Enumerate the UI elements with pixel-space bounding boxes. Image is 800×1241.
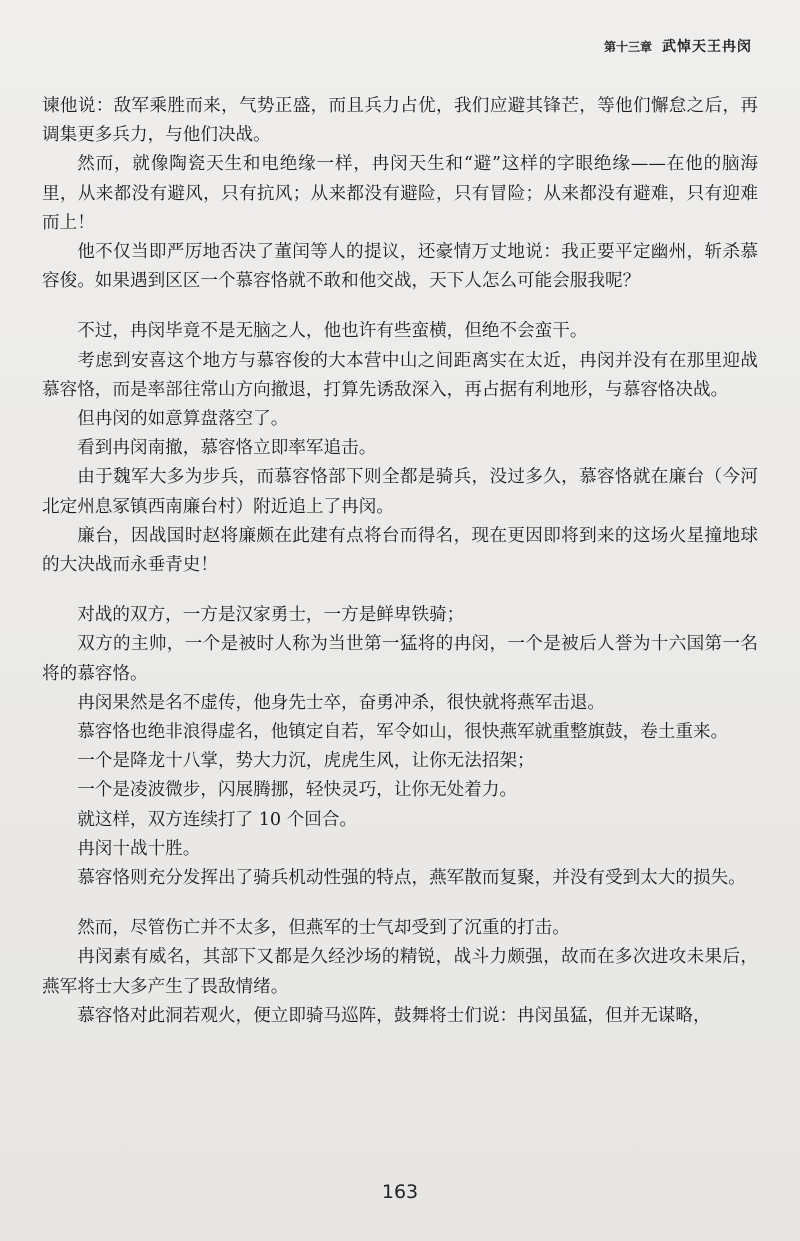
paragraph: 由于魏军大多为步兵，而慕容恪部下则全都是骑兵，没过多久，慕容恪就在廉台（今河北定州息冢镇西南廉台村）附近追上了冉闵。: [42, 467, 758, 517]
paragraph: 双方的主帅，一个是被时人称为当世第一猛将的冉闵，一个是被后人誉为十六国第一名将的慕容恪。: [42, 634, 758, 684]
paragraph: 但冉闵的如意算盘落空了。: [77, 409, 289, 430]
paragraph: 慕容恪也绝非浪得虚名，他镇定自若，军令如山，很快燕军就重整旗鼓，卷土重来。: [77, 722, 729, 743]
paragraph: 不过，冉闵毕竟不是无脑之人，他也许有些蛮横，但绝不会蛮干。: [77, 321, 588, 342]
paragraph: 他不仅当即严厉地否决了董闰等人的提议，还豪情万丈地说：我正要平定幽州，斩杀慕容俊。如果遇到区区一个慕容恪就不敢和他交战，天下人怎么可能会服我呢？: [42, 242, 758, 292]
paragraph: 对战的双方，一方是汉家勇士，一方是鲜卑铁骑；: [77, 605, 465, 626]
paragraph: 冉闵素有威名，其部下又都是久经沙场的精锐，战斗力颇强，故而在多次进攻未果后，燕军将士大多产生了畏敌情绪。: [42, 947, 758, 997]
paragraph: 慕容恪对此洞若观火，便立即骑马巡阵，鼓舞将士们说：冉闵虽猛，但并无谋略，: [77, 1005, 711, 1026]
paragraph: 冉闵十战十胜。: [77, 838, 201, 859]
chapter-label: 第十三章: [603, 40, 652, 54]
paragraph: 谏他说：敌军乘胜而来，气势正盛，而且兵力占优，我们应避其锋芒，等他们懈怠之后，再调集更多兵力，与他们决战。: [42, 96, 758, 146]
paragraph: 考虑到安喜这个地方与慕容俊的大本营中山之间距离实在太近，冉闵并没有在那里迎战慕容恪，而是率部往常山方向撤退，打算先诱敌深入，再占据有利地形，与慕容恪决战。: [42, 350, 758, 400]
paragraph: 慕容恪则充分发挥出了骑兵机动性强的特点，燕军散而复聚，并没有受到太大的损失。: [77, 868, 746, 889]
paragraph: 廉台，因战国时赵将廉颇在此建有点将台而得名，现在更因即将到来的这场火星撞地球的大决战而永垂青史！: [42, 525, 758, 576]
paragraph: 一个是降龙十八掌，势大力沉，虎虎生风，让你无法招架；: [77, 751, 535, 772]
paragraph: 然而，尽管伤亡并不太多，但燕军的士气却受到了沉重的打击。: [77, 918, 570, 939]
chapter-title: 武悼天王冉闵: [662, 39, 752, 55]
running-header: [604, 36, 752, 56]
paragraph: 就这样，双方连续打了 10 个回合。: [77, 809, 358, 830]
paragraph: 一个是凌波微步，闪展腾挪，轻快灵巧，让你无处着力。: [77, 780, 518, 801]
page-number: 163: [381, 1181, 419, 1203]
paragraph: 冉闵果然是名不虚传，他身先士卒，奋勇冲杀，很快就将燕军击退。: [77, 692, 606, 713]
body-text: [42, 92, 758, 1031]
paragraph: 然而，就像陶瓷天生和电绝缘一样，冉闵天生和“避”这样的字眼绝缘——在他的脑海里，从来都没有避风，只有抗风；从来都没有避险，只有冒险；从来都没有避难，只有迎难而上！: [42, 154, 758, 233]
paragraph: 看到冉闵南撤，慕容恪立即率军追击。: [77, 438, 377, 459]
